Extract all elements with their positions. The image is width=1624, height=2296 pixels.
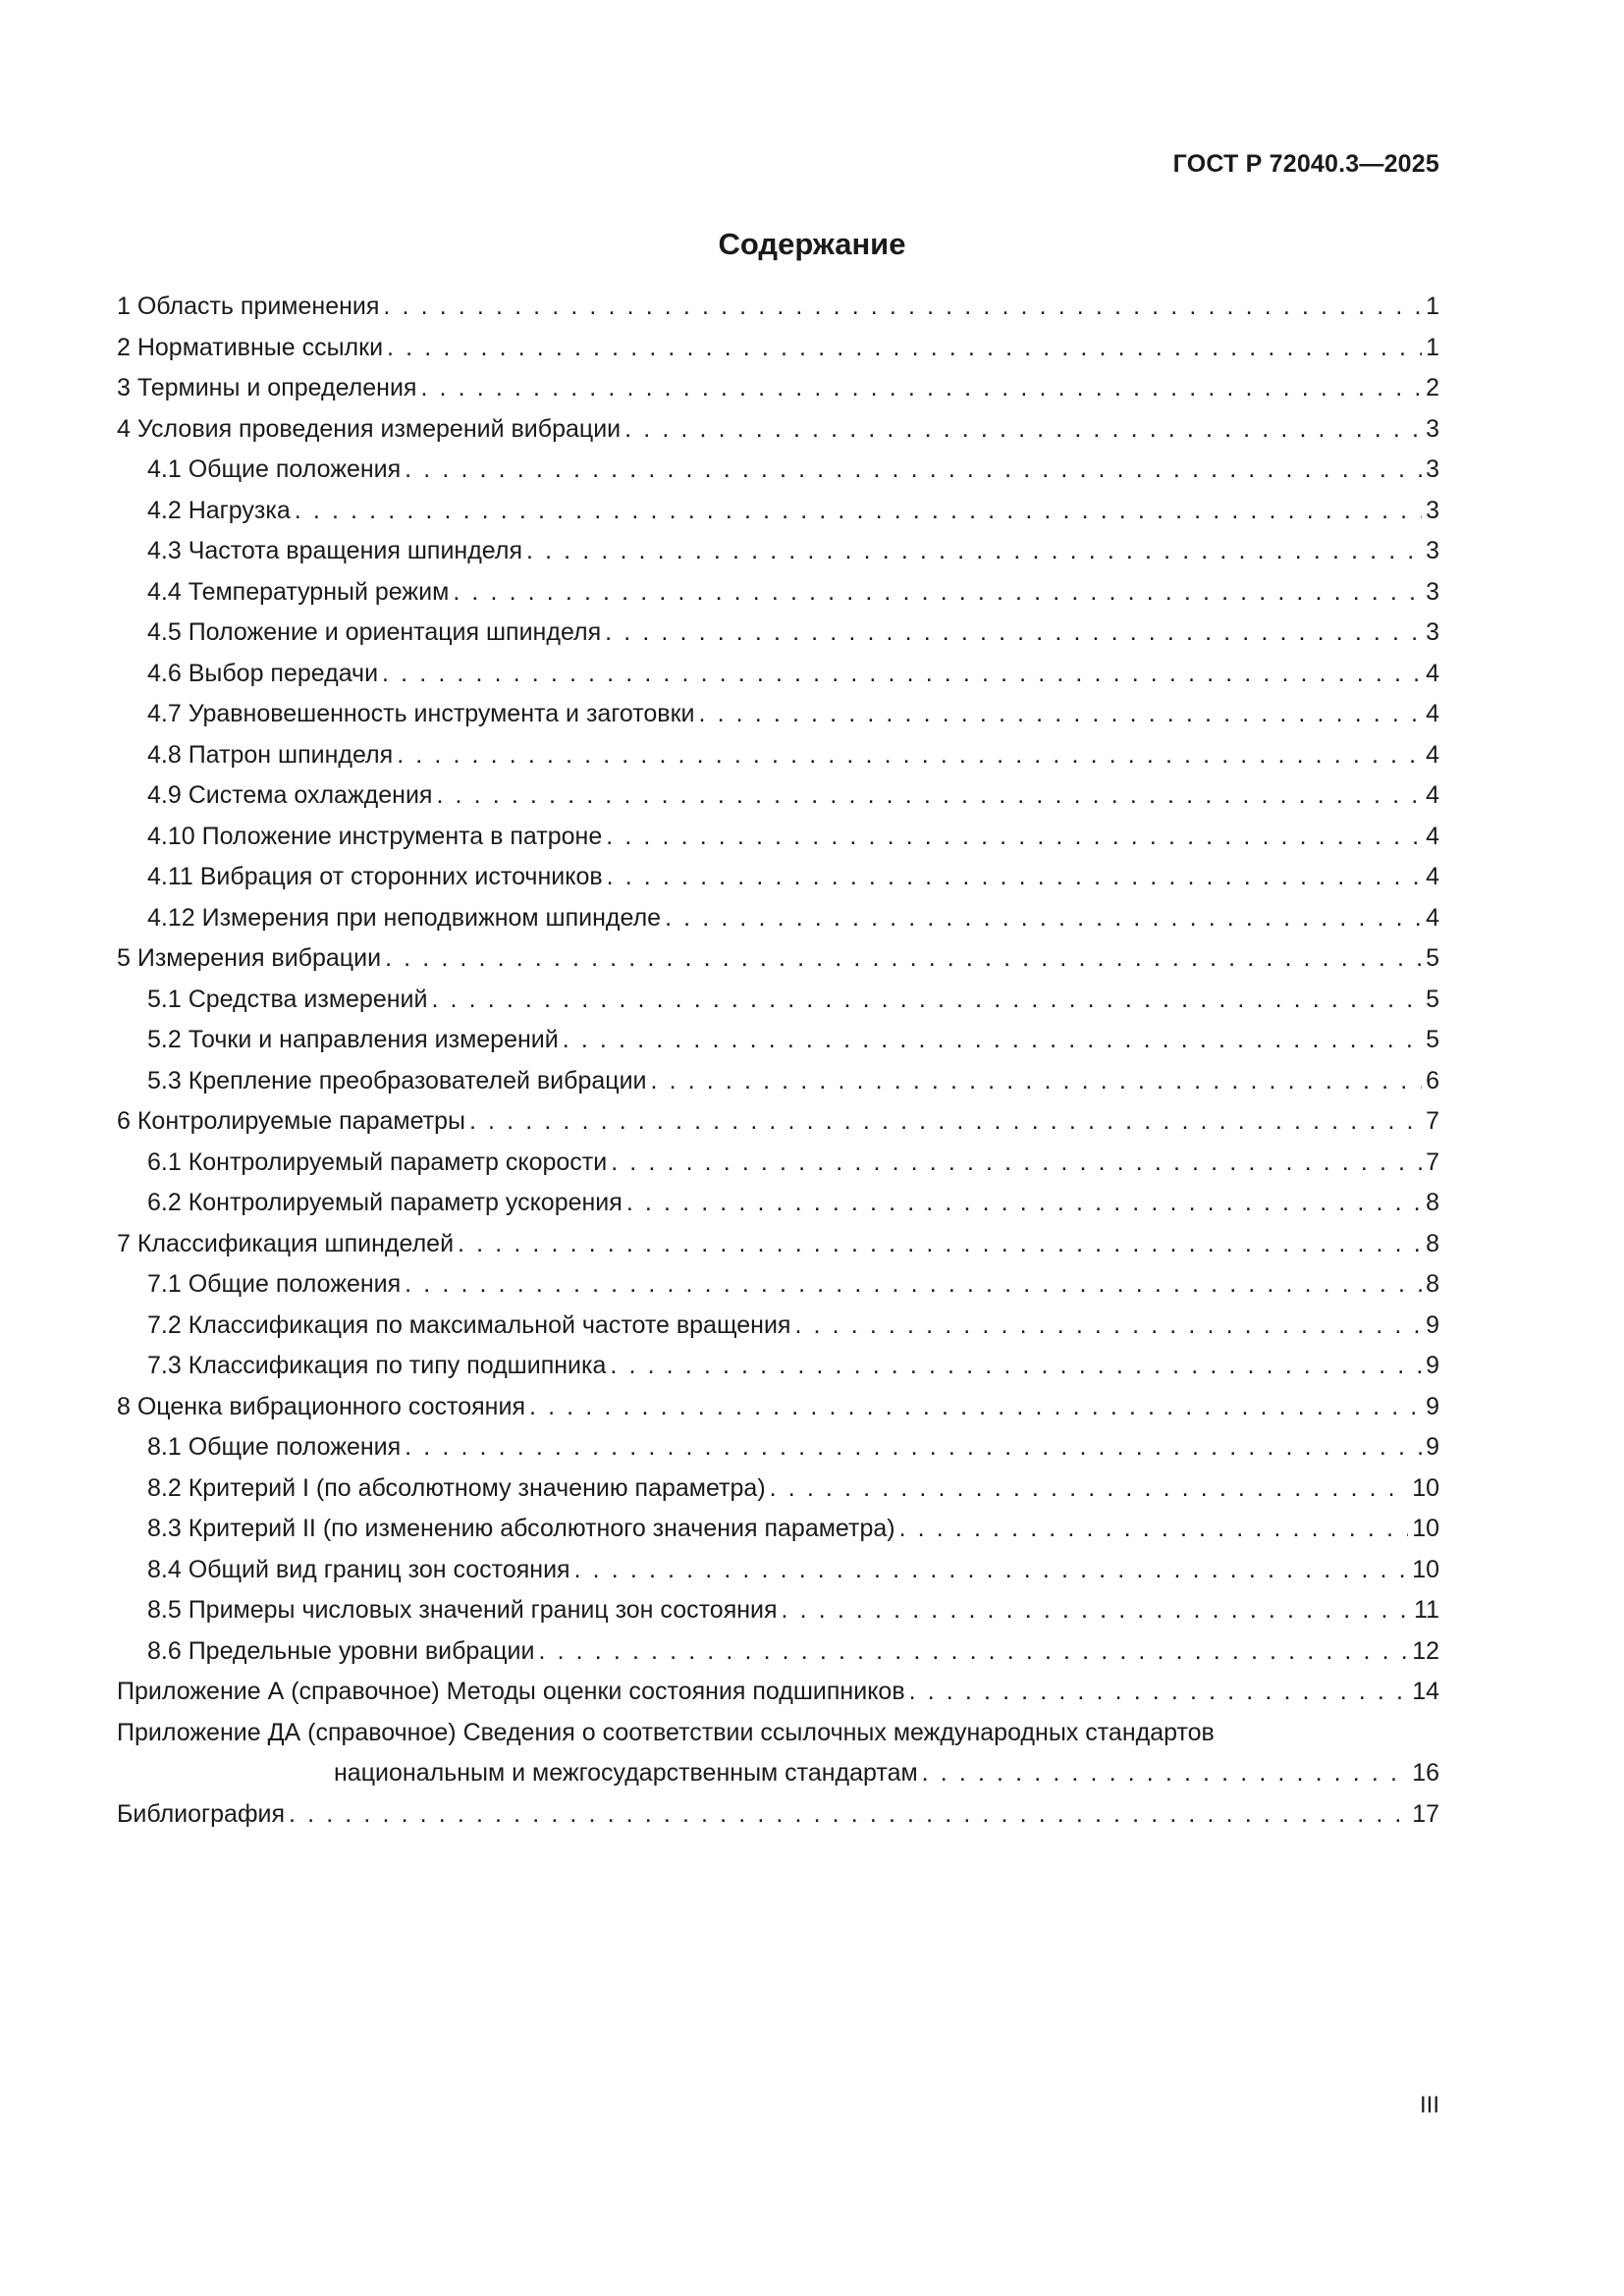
toc-entry[interactable] xyxy=(117,1631,1439,1673)
toc-entry-text: Библиография xyxy=(117,1799,286,1828)
toc-dot-leader xyxy=(611,1143,1422,1184)
toc-entry-text: 2 Нормативные ссылки xyxy=(117,333,384,361)
toc-entry-text: 5.2 Точки и направления измерений xyxy=(147,1026,559,1053)
toc-page-number: 1 xyxy=(1426,293,1439,320)
toc-entry-text: 4.2 Нагрузка xyxy=(147,496,291,524)
toc-dot-leader xyxy=(458,1224,1422,1265)
toc-dot-leader xyxy=(665,898,1422,939)
table-of-contents xyxy=(117,287,1439,1835)
toc-dot-leader xyxy=(387,328,1422,369)
toc-entry[interactable] xyxy=(117,491,1439,532)
toc-entry[interactable] xyxy=(117,1468,1439,1510)
toc-entry[interactable] xyxy=(117,1020,1439,1061)
toc-entry[interactable] xyxy=(117,1061,1439,1102)
toc-entry[interactable] xyxy=(117,817,1439,858)
toc-entry[interactable] xyxy=(117,1306,1439,1347)
toc-page-number: 10 xyxy=(1412,1473,1439,1502)
toc-entry[interactable] xyxy=(117,694,1439,735)
toc-entry-text: 8.5 Примеры числовых значений границ зон состояния xyxy=(147,1596,778,1624)
toc-dot-leader xyxy=(899,1509,1409,1550)
toc-dot-leader xyxy=(782,1590,1411,1631)
toc-entry-text: 6 Контролируемые параметры xyxy=(117,1107,465,1135)
toc-dot-leader xyxy=(699,694,1423,735)
toc-page-number: 9 xyxy=(1426,1352,1439,1379)
toc-page-number: 6 xyxy=(1426,1066,1439,1095)
toc-entry[interactable] xyxy=(117,1509,1439,1550)
toc-dot-leader xyxy=(607,857,1422,898)
toc-page-number: 8 xyxy=(1426,1270,1439,1298)
toc-entry-text: 7 Классификация шпинделей xyxy=(117,1229,455,1257)
toc-page-number: 3 xyxy=(1426,455,1439,483)
toc-entry[interactable] xyxy=(117,1346,1439,1387)
toc-entry[interactable] xyxy=(117,980,1439,1021)
toc-dot-leader xyxy=(526,531,1422,572)
toc-entry-text: 8.6 Предельные уровни вибрации xyxy=(147,1636,535,1665)
toc-page-number: 8 xyxy=(1426,1189,1439,1216)
toc-entry[interactable] xyxy=(117,287,1439,328)
toc-dot-leader xyxy=(405,450,1422,491)
toc-entry-text: 8.2 Критерий I (по абсолютному значению параметра) xyxy=(147,1473,766,1502)
toc-entry[interactable] xyxy=(117,368,1439,409)
toc-entry[interactable] xyxy=(117,938,1439,980)
toc-page-number: 4 xyxy=(1426,822,1439,850)
toc-entry-text: 5.1 Средства измерений xyxy=(147,985,428,1013)
toc-page-number: 11 xyxy=(1414,1596,1439,1624)
toc-entry[interactable] xyxy=(117,654,1439,695)
toc-dot-leader xyxy=(382,654,1422,695)
toc-page-number: 16 xyxy=(1412,1759,1439,1787)
toc-dot-leader xyxy=(574,1550,1409,1591)
toc-dot-leader xyxy=(431,980,1422,1021)
toc-page-number: 3 xyxy=(1426,496,1439,524)
toc-entry-text: Приложение ДА (справочное) Сведения о соответствии ссылочных международных стандартов xyxy=(117,1718,1215,1746)
toc-entry-text: 4 Условия проведения измерений вибрации xyxy=(117,414,622,443)
toc-page-number: 12 xyxy=(1412,1636,1439,1665)
toc-page-number: 4 xyxy=(1426,740,1439,769)
toc-entry[interactable] xyxy=(117,775,1439,817)
toc-entry[interactable] xyxy=(117,1224,1439,1265)
toc-dot-leader xyxy=(420,368,1422,409)
toc-page-number: 9 xyxy=(1426,1433,1439,1461)
toc-dot-leader xyxy=(289,1794,1408,1836)
toc-entry[interactable] xyxy=(117,898,1439,939)
toc-page-number: 2 xyxy=(1426,374,1439,401)
toc-page-number: 1 xyxy=(1426,333,1439,361)
toc-dot-leader xyxy=(922,1753,1409,1794)
toc-entry[interactable] xyxy=(117,450,1439,491)
toc-entry-text: Приложение А (справочное) Методы оценки состояния подшипников xyxy=(117,1678,905,1705)
toc-entry-text: 4.9 Система охлаждения xyxy=(147,781,433,809)
toc-entry[interactable] xyxy=(117,1590,1439,1631)
toc-dot-leader xyxy=(605,613,1422,654)
toc-entry[interactable] xyxy=(117,328,1439,369)
toc-entry-text: 5.3 Крепление преобразователей вибрации xyxy=(147,1066,647,1095)
toc-page-number: 4 xyxy=(1426,700,1439,727)
toc-entry[interactable] xyxy=(117,735,1439,776)
toc-entry-text: 3 Термины и определения xyxy=(117,374,417,401)
toc-title: Содержание xyxy=(718,227,906,261)
toc-entry[interactable] xyxy=(117,1550,1439,1591)
toc-entry[interactable] xyxy=(117,572,1439,614)
toc-dot-leader xyxy=(563,1020,1422,1061)
toc-entry-text: 8.1 Общие положения xyxy=(147,1433,402,1461)
toc-dot-leader xyxy=(794,1306,1422,1347)
toc-entry-text: 4.10 Положение инструмента в патроне xyxy=(147,822,603,850)
toc-entry[interactable] xyxy=(117,531,1439,572)
toc-page-number: 3 xyxy=(1426,414,1439,443)
toc-page-number: 8 xyxy=(1426,1229,1439,1257)
toc-entry[interactable] xyxy=(117,1672,1439,1713)
toc-entry-text: 6.2 Контролируемый параметр ускорения xyxy=(147,1189,623,1216)
page-number: III xyxy=(1419,2092,1439,2118)
toc-entry[interactable] xyxy=(117,1143,1439,1184)
toc-page-number: 4 xyxy=(1426,863,1439,890)
toc-entry-text: 4.6 Выбор передачи xyxy=(147,659,379,687)
toc-dot-leader xyxy=(529,1387,1422,1428)
toc-entry-text: 1 Область применения xyxy=(117,293,380,320)
toc-dot-leader xyxy=(295,491,1422,532)
toc-entry[interactable] xyxy=(117,1101,1439,1143)
toc-page-number: 17 xyxy=(1412,1799,1439,1828)
toc-page-number: 3 xyxy=(1426,537,1439,564)
toc-entry-text: 8.3 Критерий II (по изменению абсолютного значения параметра) xyxy=(147,1515,895,1542)
toc-entry-text: 4.3 Частота вращения шпинделя xyxy=(147,537,522,564)
toc-entry-text: 4.12 Измерения при неподвижном шпинделе xyxy=(147,903,662,932)
toc-entry[interactable] xyxy=(117,409,1439,451)
toc-entry-text: 4.8 Патрон шпинделя xyxy=(147,740,394,769)
toc-entry[interactable] xyxy=(117,857,1439,898)
toc-dot-leader xyxy=(469,1101,1422,1143)
toc-dot-leader xyxy=(624,409,1422,451)
toc-entry-text: 8 Оценка вибрационного состояния xyxy=(117,1392,525,1420)
toc-entry-text: 4.11 Вибрация от сторонних источников xyxy=(147,863,603,890)
toc-page-number: 14 xyxy=(1412,1678,1439,1705)
toc-dot-leader xyxy=(453,572,1422,614)
toc-page-number: 10 xyxy=(1412,1515,1439,1542)
toc-page-number: 5 xyxy=(1426,1026,1439,1053)
toc-entry[interactable] xyxy=(117,1264,1439,1306)
toc-entry-text-continued: национальным и межгосударственным стандартам xyxy=(334,1759,918,1787)
toc-dot-leader xyxy=(626,1183,1422,1224)
toc-entry[interactable] xyxy=(117,613,1439,654)
toc-entry-text: 8.4 Общий вид границ зон состояния xyxy=(147,1555,570,1583)
toc-page-number: 5 xyxy=(1426,944,1439,972)
toc-dot-leader xyxy=(385,938,1422,980)
toc-page-number: 7 xyxy=(1426,1107,1439,1135)
toc-page-number: 4 xyxy=(1426,781,1439,809)
toc-entry[interactable] xyxy=(117,1387,1439,1428)
toc-dot-leader xyxy=(651,1061,1423,1102)
toc-entry-text: 4.4 Температурный режим xyxy=(147,577,450,606)
toc-dot-leader xyxy=(770,1468,1409,1510)
toc-page-number: 9 xyxy=(1426,1310,1439,1339)
toc-entry[interactable] xyxy=(117,1427,1439,1468)
toc-entry-text: 4.1 Общие положения xyxy=(147,455,402,483)
toc-dot-leader xyxy=(383,287,1422,328)
toc-page-number: 10 xyxy=(1412,1555,1439,1583)
toc-dot-leader xyxy=(610,1346,1422,1387)
toc-entry[interactable] xyxy=(117,1794,1439,1836)
toc-dot-leader xyxy=(436,775,1422,817)
toc-entry-text: 4.7 Уравновешенность инструмента и заготовки xyxy=(147,700,695,727)
toc-entry-text: 7.3 Классификация по типу подшипника xyxy=(147,1352,607,1379)
toc-dot-leader xyxy=(909,1672,1409,1713)
toc-page-number: 3 xyxy=(1426,618,1439,646)
toc-page-number: 4 xyxy=(1426,903,1439,932)
document-code: ГОСТ Р 72040.3—2025 xyxy=(1172,150,1439,178)
toc-dot-leader xyxy=(606,817,1422,858)
toc-dot-leader xyxy=(538,1631,1408,1673)
toc-entry-text: 4.5 Положение и ориентация шпинделя xyxy=(147,618,602,646)
toc-dot-leader xyxy=(405,1427,1422,1468)
toc-entry-text: 5 Измерения вибрации xyxy=(117,944,382,972)
toc-dot-leader xyxy=(405,1264,1422,1306)
toc-page-number: 5 xyxy=(1426,985,1439,1013)
toc-page-number: 7 xyxy=(1426,1148,1439,1176)
toc-entry-text: 7.2 Классификация по максимальной частоте вращения xyxy=(147,1310,791,1339)
toc-page-number: 4 xyxy=(1426,659,1439,687)
toc-entry-text: 6.1 Контролируемый параметр скорости xyxy=(147,1148,608,1176)
toc-entry-text: 7.1 Общие положения xyxy=(147,1270,402,1298)
toc-entry[interactable] xyxy=(117,1183,1439,1224)
toc-dot-leader xyxy=(397,735,1422,776)
toc-entry[interactable] xyxy=(117,1713,1439,1794)
toc-page-number: 3 xyxy=(1426,577,1439,606)
toc-page-number: 9 xyxy=(1426,1392,1439,1420)
